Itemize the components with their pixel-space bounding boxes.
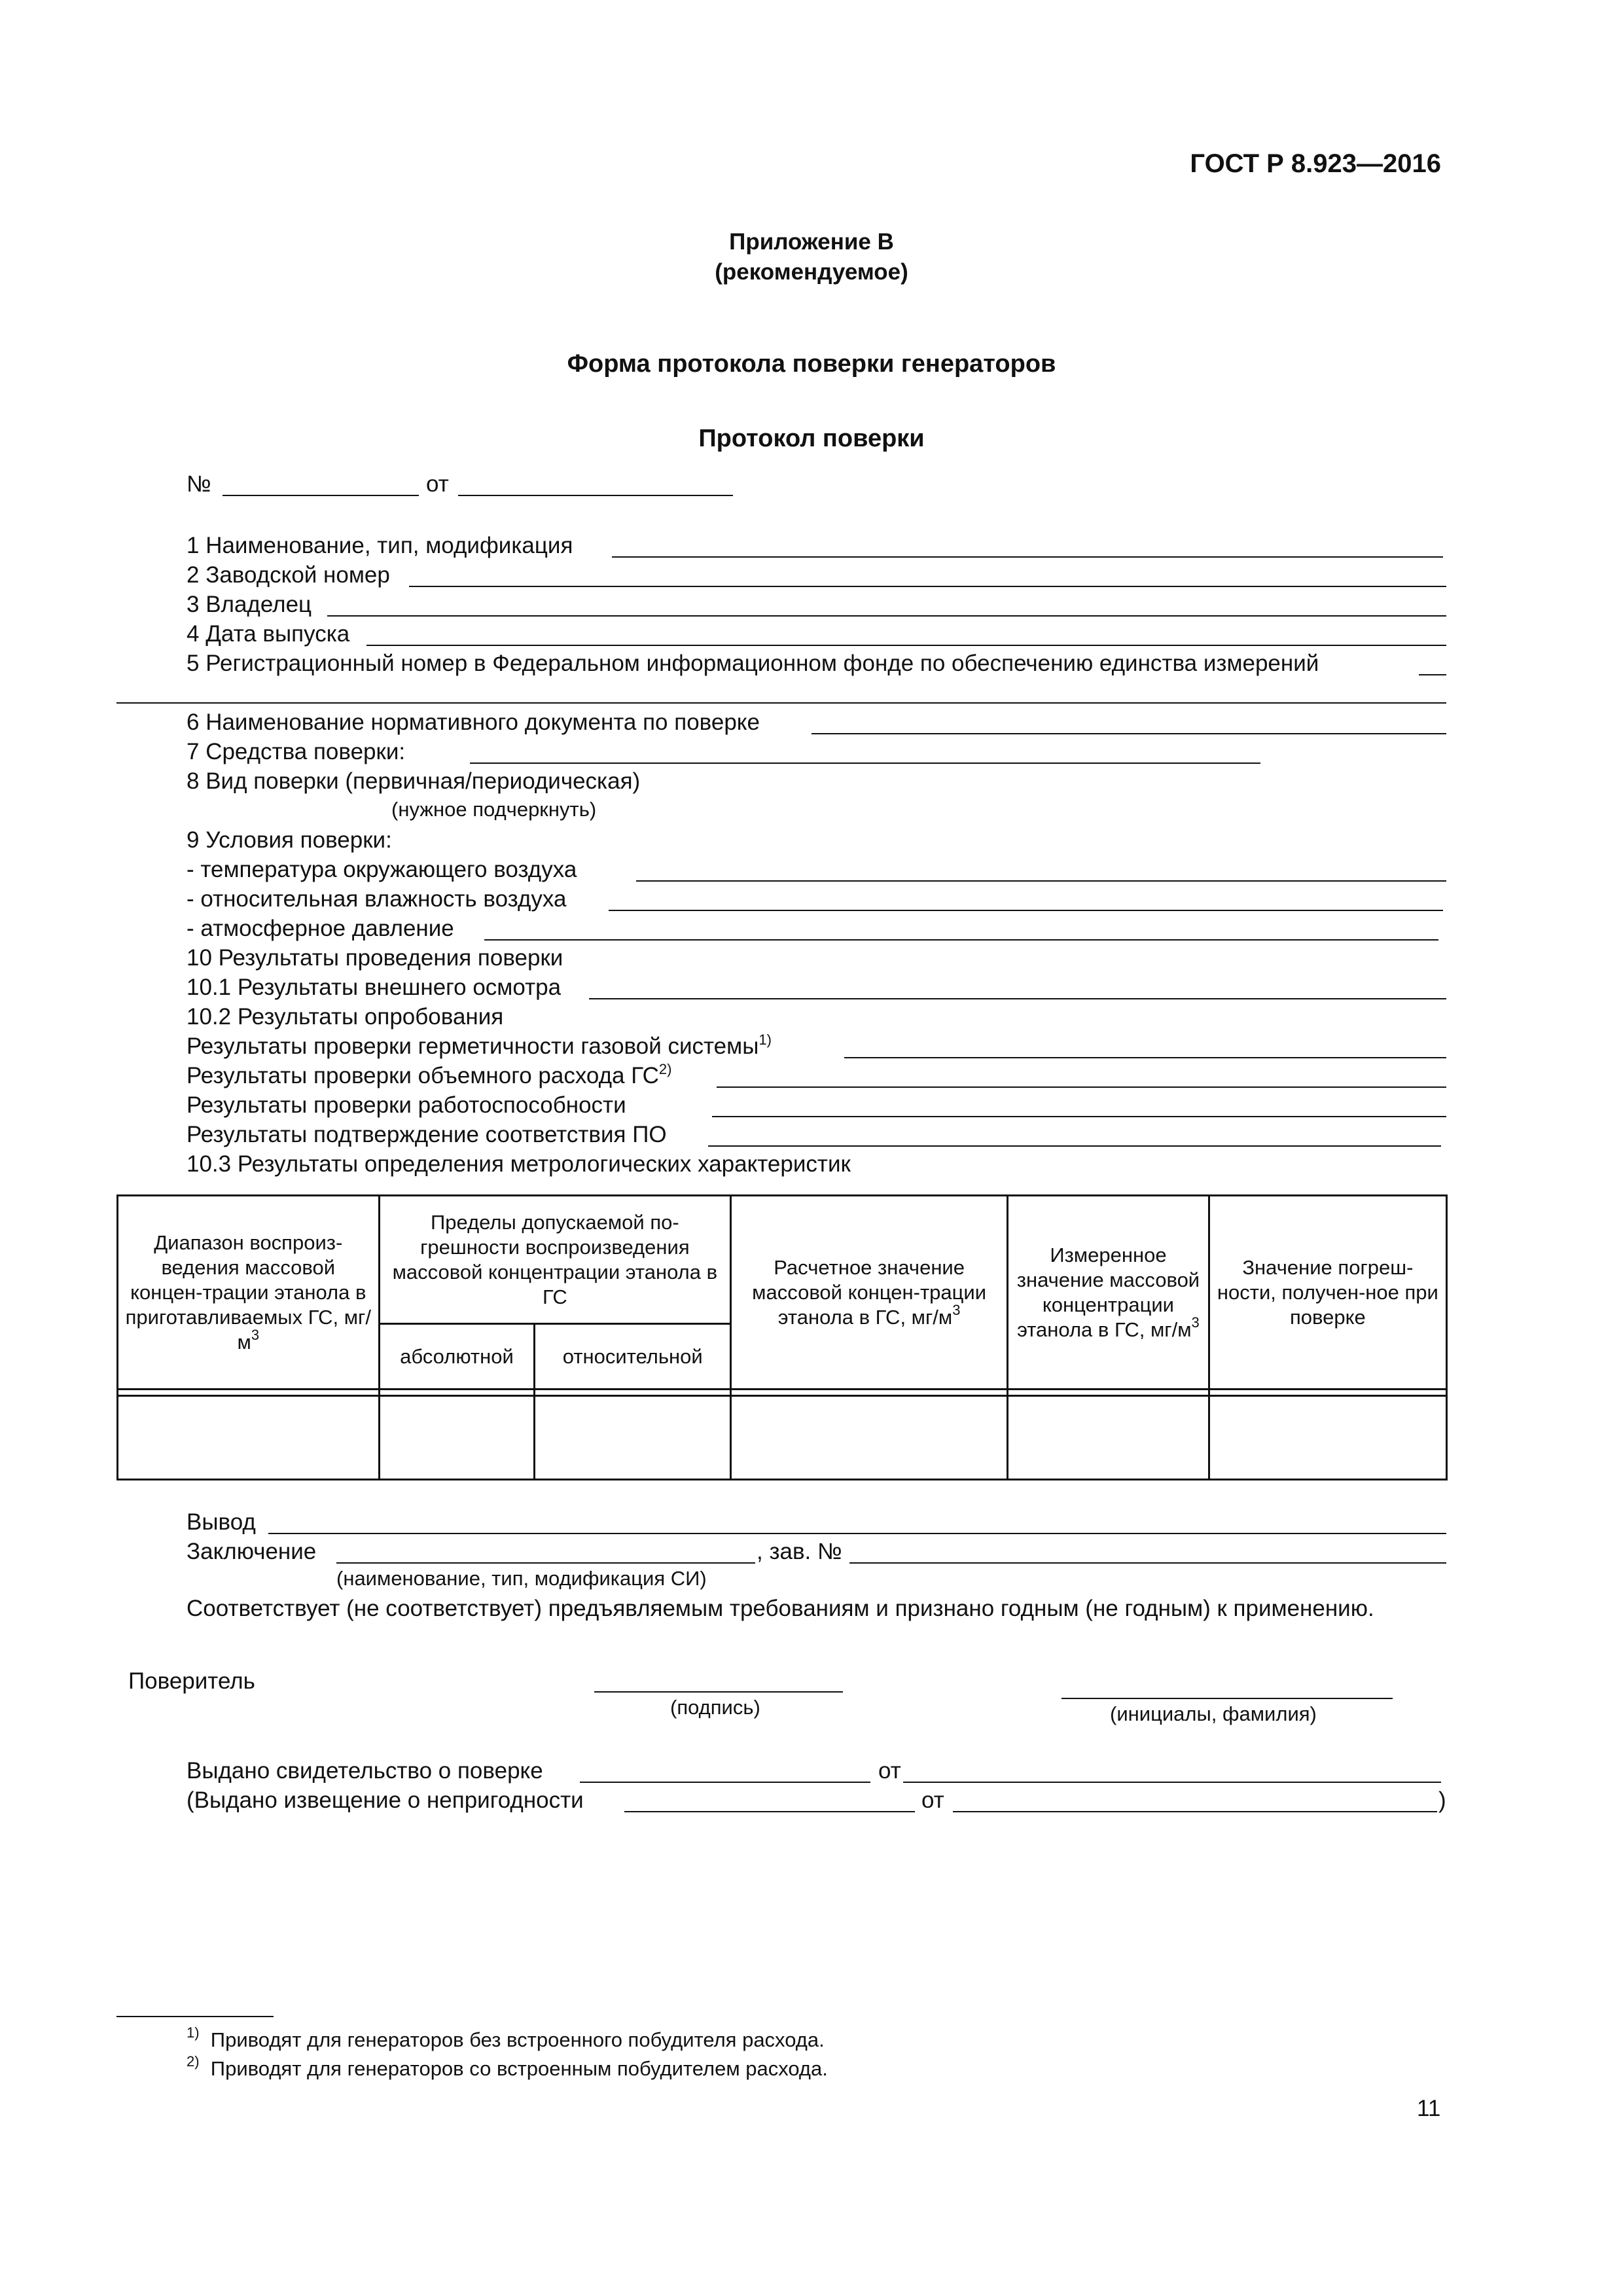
item-10-1-field[interactable] [589,998,1446,999]
notice-close-paren: ) [1438,1787,1446,1813]
footnote-ref-1: 1) [758,1031,772,1048]
item-10-3-label: 10.3 Результаты определения метрологических характеристик [187,1151,851,1177]
number-field[interactable] [223,495,419,496]
item-3-label: 3 Владелец [187,592,312,617]
notice-number-field[interactable] [624,1811,915,1812]
humidity-field[interactable] [609,910,1443,911]
footnote-separator [116,2016,274,2017]
item-10-1-label: 10.1 Результаты внешнего осмотра [187,975,562,1000]
cell-measured[interactable] [1008,1396,1209,1480]
pressure-label: - атмосферное давление [187,916,454,941]
signature-field[interactable] [594,1691,843,1693]
pressure-field[interactable] [484,939,1438,941]
operability-field[interactable] [712,1116,1446,1117]
temperature-label: - температура окружающего воздуха [187,857,577,882]
date-label: от [426,471,449,497]
appendix-subtitle: (рекомендуемое) [715,259,908,285]
flow-field[interactable] [717,1086,1446,1088]
serial-label: , зав. № [757,1539,842,1564]
appendix-title: Приложение В [729,229,894,255]
footnote-ref-2: 2) [658,1061,672,1077]
protocol-title: Протокол поверки [698,425,925,452]
software-field[interactable] [708,1145,1441,1147]
serial-field[interactable] [849,1562,1446,1564]
footnote-1: $^{1)}$ Приводят для генераторов без встроенного побудителя расхода. [187,2024,825,2051]
name-note: (инициалы, фамилия) [1110,1702,1317,1725]
notice-from-label: от [921,1787,944,1813]
col-range-header: Диапазон воспроиз-ведения массовой концен-трации этанола в приготавливаемых ГС, $мг/м^3$ [118,1196,380,1390]
date-field[interactable] [458,495,733,496]
item-5-label: 5 Регистрационный номер в Федеральном информационном фонде по обеспечению единства измерений [187,651,1319,676]
item-4-label: 4 Дата выпуска [187,621,350,647]
notice-date-field[interactable] [953,1811,1437,1812]
cell-relative[interactable] [535,1396,731,1480]
footnote-2: $^{2)}$ Приводят для генераторов со встроенным побудителем расхода. [187,2053,828,2080]
output-field[interactable] [268,1533,1446,1534]
cell-calculated[interactable] [731,1396,1008,1480]
item-4-field[interactable] [366,645,1446,646]
signature-note: (подпись) [670,1696,760,1719]
notice-label: (Выдано извещение о непригодности [187,1787,584,1813]
cell-error[interactable] [1209,1396,1446,1480]
metrology-table [116,1194,1448,1480]
temperature-field[interactable] [636,880,1446,882]
cell-range[interactable] [118,1396,380,1480]
item-6-label: 6 Наименование нормативного документа по поверке [187,709,760,735]
item-2-label: 2 Заводской номер [187,562,390,588]
output-label: Вывод [187,1509,256,1535]
software-label: Результаты подтверждение соответствия ПО [187,1122,667,1147]
operability-label: Результаты проверки работоспособности [187,1092,626,1118]
form-title: Форма протокола поверки генераторов [567,350,1056,378]
verifier-label: Поверитель [128,1668,255,1694]
item-3-field[interactable] [327,615,1446,617]
col-absolute-header: абсолютной [379,1324,535,1390]
certificate-date-field[interactable] [903,1782,1441,1783]
item-6-field[interactable] [812,733,1446,734]
humidity-label: - относительная влажность воздуха [187,886,567,912]
conclusion-field[interactable] [336,1562,755,1564]
item-7-label: 7 Средства поверки: [187,739,406,764]
item-10-2-label: 10.2 Результаты опробования [187,1004,504,1030]
item-1-label: 1 Наименование, тип, модификация [187,533,573,558]
item-9-label: 9 Условия поверки: [187,827,392,853]
si-note: (наименование, тип, модификация СИ) [336,1567,707,1590]
col-relative-header: относительной [535,1324,731,1390]
compliance-text: Соответствует (не соответствует) предъявляемым требованиям и признано годным (не годным) к применению. [187,1596,1374,1621]
col-error-header: Значение погреш-ности, получен-ное при поверке [1209,1196,1446,1390]
item-5-field[interactable] [1419,674,1446,675]
item-7-field[interactable] [470,762,1260,764]
certificate-from-label: от [878,1758,901,1784]
item-5-field-continued[interactable] [116,702,1446,704]
number-label: № [187,471,211,497]
cell-absolute[interactable] [379,1396,535,1480]
tightness-label: Результаты проверки герметичности газовой системы$^{1)}$ [187,1031,772,1059]
col-measured-header: Измеренное значение массовой концентрации этанола в ГС, $мг/м^3$ [1008,1196,1209,1390]
item-8-note: (нужное подчеркнуть) [391,798,597,821]
tightness-field[interactable] [844,1057,1446,1058]
certificate-number-field[interactable] [580,1782,870,1783]
flow-label: Результаты проверки объемного расхода ГС$^{2)}$ [187,1061,672,1088]
item-1-field[interactable] [612,556,1443,558]
col-calculated-header: Расчетное значение массовой концен-трации этанола в ГС, $мг/м^3$ [731,1196,1008,1390]
certificate-label: Выдано свидетельство о поверке [187,1758,543,1784]
conclusion-label: Заключение [187,1539,317,1564]
standard-code: ГОСТ Р 8.923—2016 [1190,149,1441,178]
item-2-field[interactable] [409,586,1446,587]
item-10-label: 10 Результаты проведения поверки [187,945,563,971]
name-field[interactable] [1061,1698,1393,1699]
page-number: 11 [1417,2096,1441,2121]
col-limits-header: Пределы допускаемой по-грешности воспроизведения массовой концентрации этанола в ГС [379,1196,731,1324]
item-8-label: 8 Вид поверки (первичная/периодическая) [187,768,641,794]
